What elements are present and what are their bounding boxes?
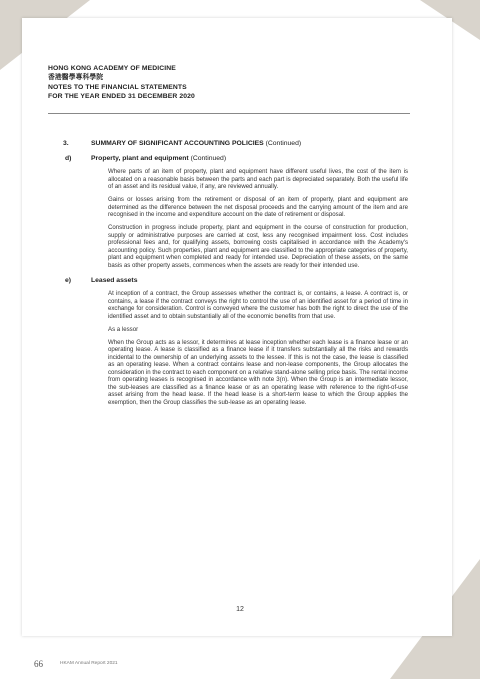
section-heading	[63, 139, 408, 148]
section-title: SUMMARY OF SIGNIFICANT ACCOUNTING POLICIES	[91, 140, 264, 147]
subsection-heading-e	[63, 276, 408, 285]
paragraph: At inception of a contract, the Group assesses whether the contract is, or contains, a lease. A contract is, or contains, a lease if the contract conveys the right to control the use of an identified asset for a period of time in exchange for consideration. Control is conveyed where the customer has both the right to direct the use of the identified asset and to obtain substantially all of the economic benefits from that use.	[108, 290, 408, 320]
subsection-letter-e: e)	[65, 277, 72, 285]
subsection-title-d: Property, plant and equipment	[91, 155, 189, 162]
paragraph: Gains or losses arising from the retirement or disposal of an item of property, plant and equipment are determined as the difference between the net disposal proceeds and the carrying amount of the item and are recognised in the income and expenditure account on the date of retirement or disposal.	[108, 196, 408, 219]
document-header	[48, 64, 408, 102]
page-number: 12	[236, 606, 244, 613]
paragraph-subheading: As a lessor	[108, 325, 139, 333]
section-number: 3.	[63, 140, 69, 147]
subsection-suffix-d: (Continued)	[190, 155, 227, 162]
footer-report-title: HKAM Annual Report 2021	[60, 661, 118, 666]
header-rule	[48, 113, 410, 114]
footer-page-number: 66	[34, 659, 43, 669]
org-name-en: HONG KONG ACADEMY OF MEDICINE	[48, 65, 176, 72]
paragraph: Where parts of an item of property, plant and equipment have different useful lives, the cost of the item is allocated on a reasonable basis between the parts and each part is depreciated separately. Both the useful life of an asset and its residual value, if any, are reviewed annually.	[108, 168, 408, 190]
org-name-zh: 香港醫學專科學院	[48, 74, 104, 82]
document-body	[63, 139, 408, 412]
subsection-title-e: Leased assets	[91, 277, 138, 285]
subsection-heading-d	[63, 154, 408, 163]
notes-title: NOTES TO THE FINANCIAL STATEMENTS	[48, 83, 187, 91]
section-suffix: (Continued)	[265, 140, 302, 147]
paragraph: Construction in progress include property, plant and equipment in the course of construction for production, supply or administrative purposes are carried at cost, less any recognised impairment loss. Cost includes professional fees and, for qualifying assets, borrowing costs capitalised in accordance with the Academy's accounting policy. Such properties, plant and equipment are classified to the appropriate categories of property, plant and equipment when completed and ready for intended use. Depreciation of these assets, on the same basis as other property assets, commences when the assets are ready for their intended use.	[108, 224, 408, 269]
subsection-letter-d: d)	[65, 155, 72, 162]
period-title: FOR THE YEAR ENDED 31 DECEMBER 2020	[48, 93, 195, 101]
paragraph: When the Group acts as a lessor, it determines at lease inception whether each lease is a finance lease or an operating lease. A lease is classified as a finance lease if it transfers substantially all the risks and rewards incidental to the ownership of an underlying assets to the lessee. If this is not the case, the lease is classified as an operating lease. When a contract contains lease and non-lease components, the Group allocates the consideration in the contract to each component on a relative stand-alone selling price basis. The rental income from operating leases is recognised in accordance with note 3(n). When the Group is an intermediate lessor, the sub-leases are classified as a finance lease or as an operating lease with reference to the right-of-use asset arising from the head lease. If the head lease is a short-term lease to which the Group applies the exemption, then the Group classifies the sub-lease as an operating lease.	[108, 338, 409, 406]
